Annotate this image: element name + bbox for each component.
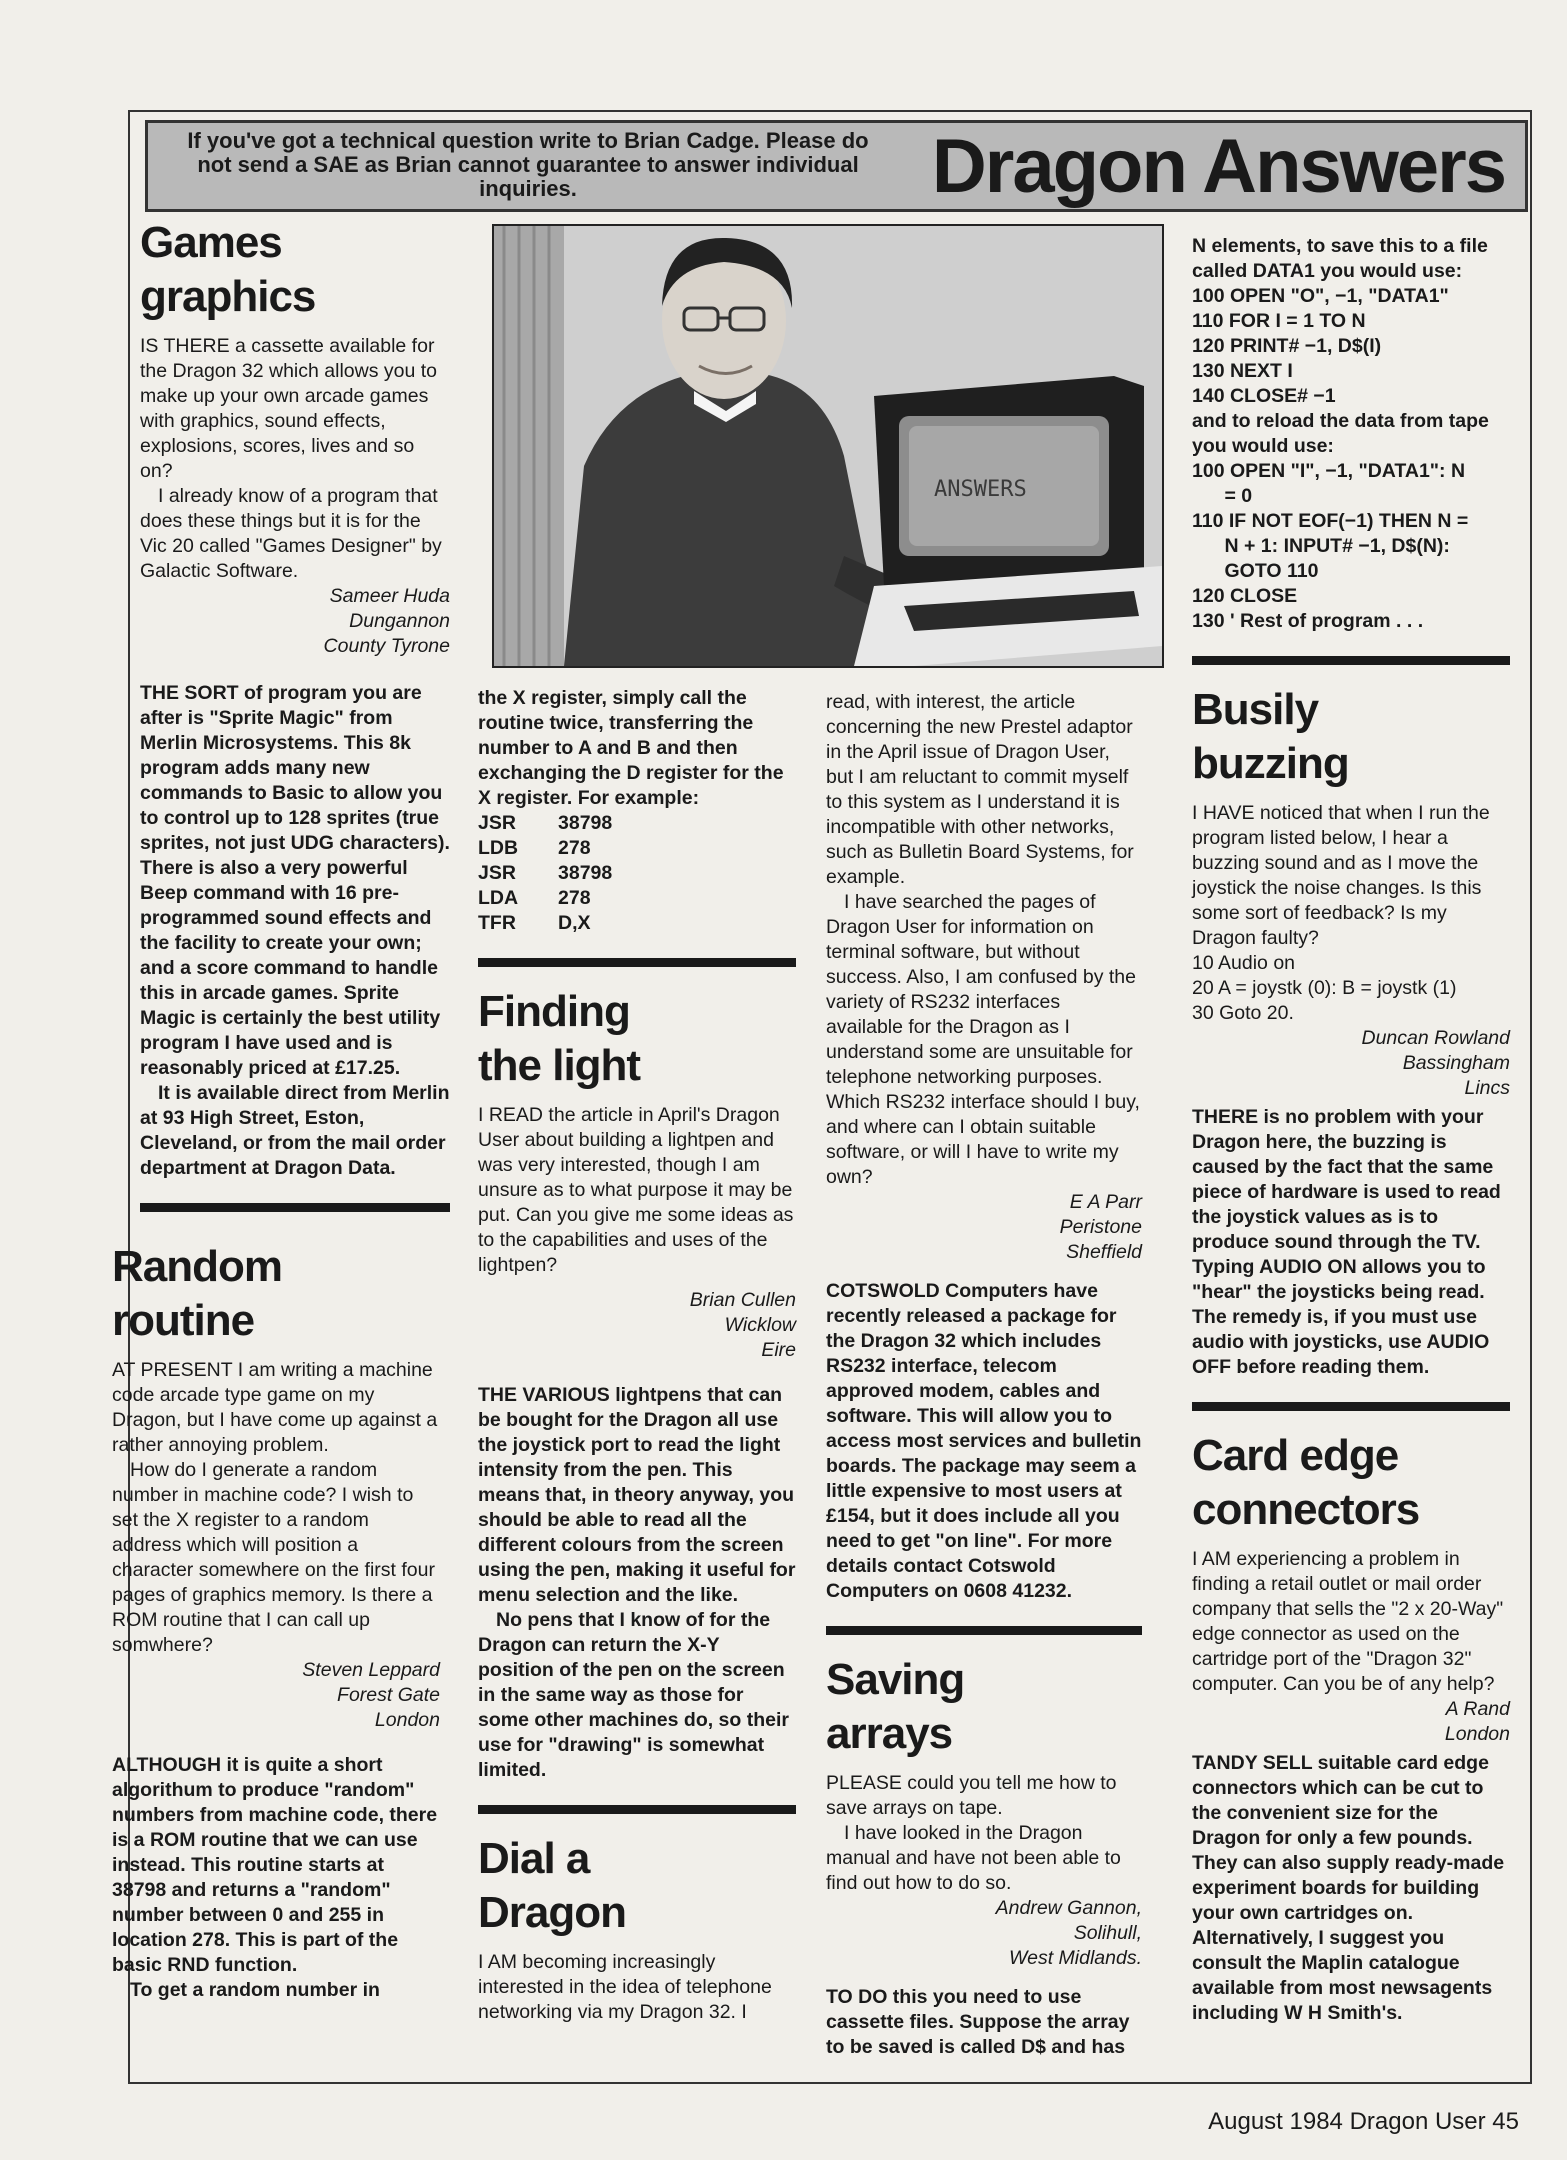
code-arg: 38798 bbox=[558, 812, 613, 834]
answer-text: N elements, to save this to a file called DATA1 you would use: bbox=[1192, 235, 1488, 282]
code-arg: 278 bbox=[558, 887, 591, 909]
column-2 bbox=[478, 686, 796, 2025]
code-op: JSR bbox=[478, 862, 516, 884]
code-op: LDB bbox=[478, 837, 519, 859]
signature: Andrew Gannon, bbox=[995, 1897, 1142, 1919]
question-text: How do I generate a random number in machine code? I wish to set the X register to a random address which will position a character somewhere on the first four pages of graphics memory. Is there a ROM routine that I can call up somwhere? bbox=[112, 1459, 435, 1656]
code-line: 100 OPEN "O", −1, "DATA1" bbox=[1192, 285, 1449, 307]
heading-line: connectors bbox=[1192, 1485, 1420, 1534]
signature: Bassingham bbox=[1402, 1052, 1510, 1074]
heading-line: Dial a bbox=[478, 1834, 590, 1883]
code-line: 120 PRINT# −1, D$(I) bbox=[1192, 335, 1382, 357]
question-text: I READ the article in April's Dragon User about building a lightpen and was very interested, though I am unsure as to what purpose it may be put. Can you give me some ideas as to the capabilities and uses of the lightpen? bbox=[478, 1104, 794, 1276]
code-line bbox=[478, 911, 796, 936]
signature: London bbox=[374, 1709, 440, 1731]
section-rule bbox=[140, 1203, 450, 1212]
signature: London bbox=[1444, 1723, 1510, 1745]
question-text: I HAVE noticed that when I run the program listed below, I hear a buzzing sound and as I move the joystick the noise changes. Is this some sort of feedback? Is my Dragon faulty? bbox=[1192, 802, 1490, 949]
answer-text: THE SORT of program you are after is "Sprite Magic" from Merlin Microsystems. This 8k program adds many new commands to Basic to allow you to control up to 128 sprites (true sprites, not just UDG characters). There is also a very powerful Beep command with 16 pre-programmed sound effects and the facility to create your own; and a score command to handle this in arcade games. Sprite Magic is certainly the best utility program I have used and is reasonably priced at £17.25. bbox=[140, 682, 450, 1079]
heading-line: Random bbox=[112, 1242, 282, 1291]
code-line: 30 Goto 20. bbox=[1192, 1002, 1294, 1024]
code-line: 10 Audio on bbox=[1192, 952, 1296, 974]
banner bbox=[145, 120, 1528, 212]
signature: Peristone bbox=[1059, 1216, 1142, 1238]
question-text: I AM becoming increasingly interested in the idea of telephone networking via my Dragon 32. I bbox=[478, 1951, 772, 2023]
answer-text: TANDY SELL suitable card edge connectors which can be cut to the convenient size for the Dragon for only a few pounds. They can also supply ready-made experiment boards for building your own cartridges on. Alternatively, I suggest you consult the Maplin catalogue available from most newsagents including W H Smith's. bbox=[1192, 1752, 1505, 2024]
question-text: read, with interest, the article concerning the new Prestel adaptor in the April issue of Dragon User, but I am reluctant to commit myself to this system as I understand it is incompatible with other networks, such as Bulletin Board Systems, for example. bbox=[826, 691, 1134, 888]
section-rule bbox=[478, 1805, 796, 1814]
question-text: IS THERE a cassette available for the Dragon 32 which allows you to make up your own arcade games with graphics, sound effects, explosions, scores, lives and so on? bbox=[140, 335, 438, 482]
heading-dial-a-dragon bbox=[478, 1832, 796, 1940]
signature: Lincs bbox=[1464, 1077, 1510, 1099]
code-line: = 0 bbox=[1192, 485, 1253, 507]
heading-line: arrays bbox=[826, 1709, 953, 1758]
heading-card-edge-connectors bbox=[1192, 1429, 1510, 1537]
heading-line: Dragon bbox=[478, 1888, 626, 1937]
column-3 bbox=[826, 690, 1142, 2060]
column-4 bbox=[1192, 234, 1510, 2026]
heading-games-graphics bbox=[140, 216, 450, 324]
answer-text: THE VARIOUS lightpens that can be bought for the Dragon all use the joystick port to read the light intensity from the pen. This means that, in theory anyway, you should be able to read all the different colours from the screen using the pen, making it useful for menu selection and the like. bbox=[478, 1384, 796, 1606]
signature: Eire bbox=[761, 1339, 796, 1361]
code-line bbox=[478, 861, 796, 886]
signature: Sheffield bbox=[1066, 1241, 1142, 1263]
photo-man-at-computer bbox=[492, 224, 1164, 668]
section-rule bbox=[1192, 656, 1510, 665]
code-op: LDA bbox=[478, 887, 519, 909]
code-arg: 38798 bbox=[558, 862, 613, 884]
section-rule bbox=[478, 958, 796, 967]
code-line: 140 CLOSE# −1 bbox=[1192, 385, 1336, 407]
answer-text: THERE is no problem with your Dragon here, the buzzing is caused by the fact that the same piece of hardware is used to read the joystick values as is to produce sound through the TV. Typing AUDIO ON allows you to "hear" the joysticks being read. The remedy is, if you must use audio with joysticks, use AUDIO OFF before reading them. bbox=[1192, 1106, 1501, 1378]
code-line: 130 NEXT I bbox=[1192, 360, 1293, 382]
code-line bbox=[478, 836, 796, 861]
code-listing bbox=[1192, 284, 1510, 409]
code-op: JSR bbox=[478, 812, 516, 834]
answer-text: the X register, simply call the routine twice, transferring the number to A and B and then exchanging the D register for the X register. For example: bbox=[478, 687, 784, 809]
heading-line: Card edge bbox=[1192, 1431, 1399, 1480]
article-random-routine bbox=[112, 1240, 440, 2003]
heading-line: Busily bbox=[1192, 685, 1319, 734]
code-op: TFR bbox=[478, 912, 516, 934]
heading-line: Saving bbox=[826, 1655, 965, 1704]
code-line: 20 A = joystk (0): B = joystk (1) bbox=[1192, 977, 1457, 999]
answer-text: No pens that I know of for the Dragon can return the X-Y position of the pen on the screen in the same way as those for some other machines do, so their use for "drawing" is somewhat limited. bbox=[478, 1609, 789, 1781]
answer-text: ALTHOUGH it is quite a short algorithum to produce "random" numbers from machine code, there is a ROM routine that we can use instead. This routine starts at 38798 and returns a "random" number between 0 and 255 in location 278. This is part of the basic RND function. bbox=[112, 1754, 438, 1976]
heading-saving-arrays bbox=[826, 1653, 1142, 1761]
section-rule bbox=[826, 1626, 1142, 1635]
heading-line: the light bbox=[478, 1041, 641, 1090]
signature: County Tyrone bbox=[323, 635, 450, 657]
answer-text: It is available direct from Merlin at 93 High Street, Eston, Cleveland, or from the mail order department at Dragon Data. bbox=[140, 1082, 450, 1179]
section-rule bbox=[1192, 1402, 1510, 1411]
code-line: GOTO 110 bbox=[1192, 560, 1319, 582]
heading-line: routine bbox=[112, 1296, 255, 1345]
code-line: 110 FOR I = 1 TO N bbox=[1192, 310, 1366, 332]
code-listing bbox=[1192, 459, 1510, 634]
code-line: 100 OPEN "I", −1, "DATA1": N bbox=[1192, 460, 1466, 482]
code-arg: 278 bbox=[558, 837, 591, 859]
code-line: N + 1: INPUT# −1, D$(N): bbox=[1192, 535, 1450, 557]
banner-note: If you've got a technical question write to Brian Cadge. Please do not send a SAE as Brian cannot guarantee to answer individual inquiries. bbox=[187, 128, 869, 201]
signature: Wicklow bbox=[724, 1314, 796, 1336]
heading-line: Games bbox=[140, 218, 282, 267]
question-text: I have searched the pages of Dragon User for information on terminal software, but without success. Also, I am confused by the variety of RS232 interfaces available for the Dragon as I understand some are unsuitable for telephone networking purposes. Which RS232 interface should I buy, and where can I obtain suitable software, or will I have to write my own? bbox=[826, 891, 1140, 1188]
code-line: 120 CLOSE bbox=[1192, 585, 1298, 607]
heading-busily-buzzing bbox=[1192, 683, 1510, 791]
signature: Forest Gate bbox=[337, 1684, 440, 1706]
signature: Sameer Huda bbox=[329, 585, 450, 607]
code-listing bbox=[1192, 951, 1510, 1026]
question-text: AT PRESENT I am writing a machine code arcade type game on my Dragon, but I have come up against a rather annoying problem. bbox=[112, 1359, 438, 1456]
answer-text: COTSWOLD Computers have recently released a package for the Dragon 32 which includes RS232 interface, telecom approved modem, cables and software. This will allow you to access most services and bulletin boards. The package may seem a little expensive to most users at £154, but it does include all you need to get "on line". For more details contact Cotswold Computers on 0608 41232. bbox=[826, 1280, 1142, 1602]
question-text: I AM experiencing a problem in finding a retail outlet or mail order company that sells the "2 x 20-Way" edge connector as used on the cartridge port of the "Dragon 32" computer. Can you be of any help? bbox=[1192, 1548, 1504, 1695]
code-arg: D,X bbox=[558, 912, 591, 934]
question-text: I have looked in the Dragon manual and have not been able to find out how to do so. bbox=[826, 1822, 1121, 1894]
heading-line: Finding bbox=[478, 987, 630, 1036]
answer-text: and to reload the data from tape you would use: bbox=[1192, 410, 1489, 457]
code-line: 110 IF NOT EOF(−1) THEN N = bbox=[1192, 510, 1469, 532]
code-line bbox=[478, 886, 796, 911]
code-listing bbox=[478, 811, 796, 936]
heading-line: buzzing bbox=[1192, 739, 1349, 788]
signature: E A Parr bbox=[1069, 1191, 1142, 1213]
signature: Dungannon bbox=[349, 610, 450, 632]
code-line: 130 ' Rest of program . . . bbox=[1192, 610, 1424, 632]
answer-text: To get a random number in bbox=[130, 1979, 380, 2001]
code-line bbox=[478, 811, 796, 836]
question-text: I already know of a program that does these things but it is for the Vic 20 called "Games Designer" by Galactic Software. bbox=[140, 485, 442, 582]
article-games-graphics bbox=[140, 216, 450, 1230]
signature: Duncan Rowland bbox=[1361, 1027, 1510, 1049]
question-text: PLEASE could you tell me how to save arrays on tape. bbox=[826, 1772, 1117, 1819]
photo-screen-text: ANSWERS bbox=[934, 477, 1027, 502]
heading-finding-the-light bbox=[478, 985, 796, 1093]
signature: A Rand bbox=[1445, 1698, 1510, 1720]
page-footer: August 1984 Dragon User 45 bbox=[1208, 2108, 1519, 2135]
signature: Brian Cullen bbox=[689, 1289, 796, 1311]
page-title: Dragon Answers bbox=[931, 124, 1505, 209]
signature: Solihull, bbox=[1073, 1922, 1142, 1944]
heading-random-routine bbox=[112, 1240, 440, 1348]
answer-text: TO DO this you need to use cassette files. Suppose the array to be saved is called D$ and has bbox=[826, 1986, 1130, 2058]
heading-line: graphics bbox=[140, 272, 316, 321]
signature: West Midlands. bbox=[1009, 1947, 1142, 1969]
signature: Steven Leppard bbox=[302, 1659, 440, 1681]
